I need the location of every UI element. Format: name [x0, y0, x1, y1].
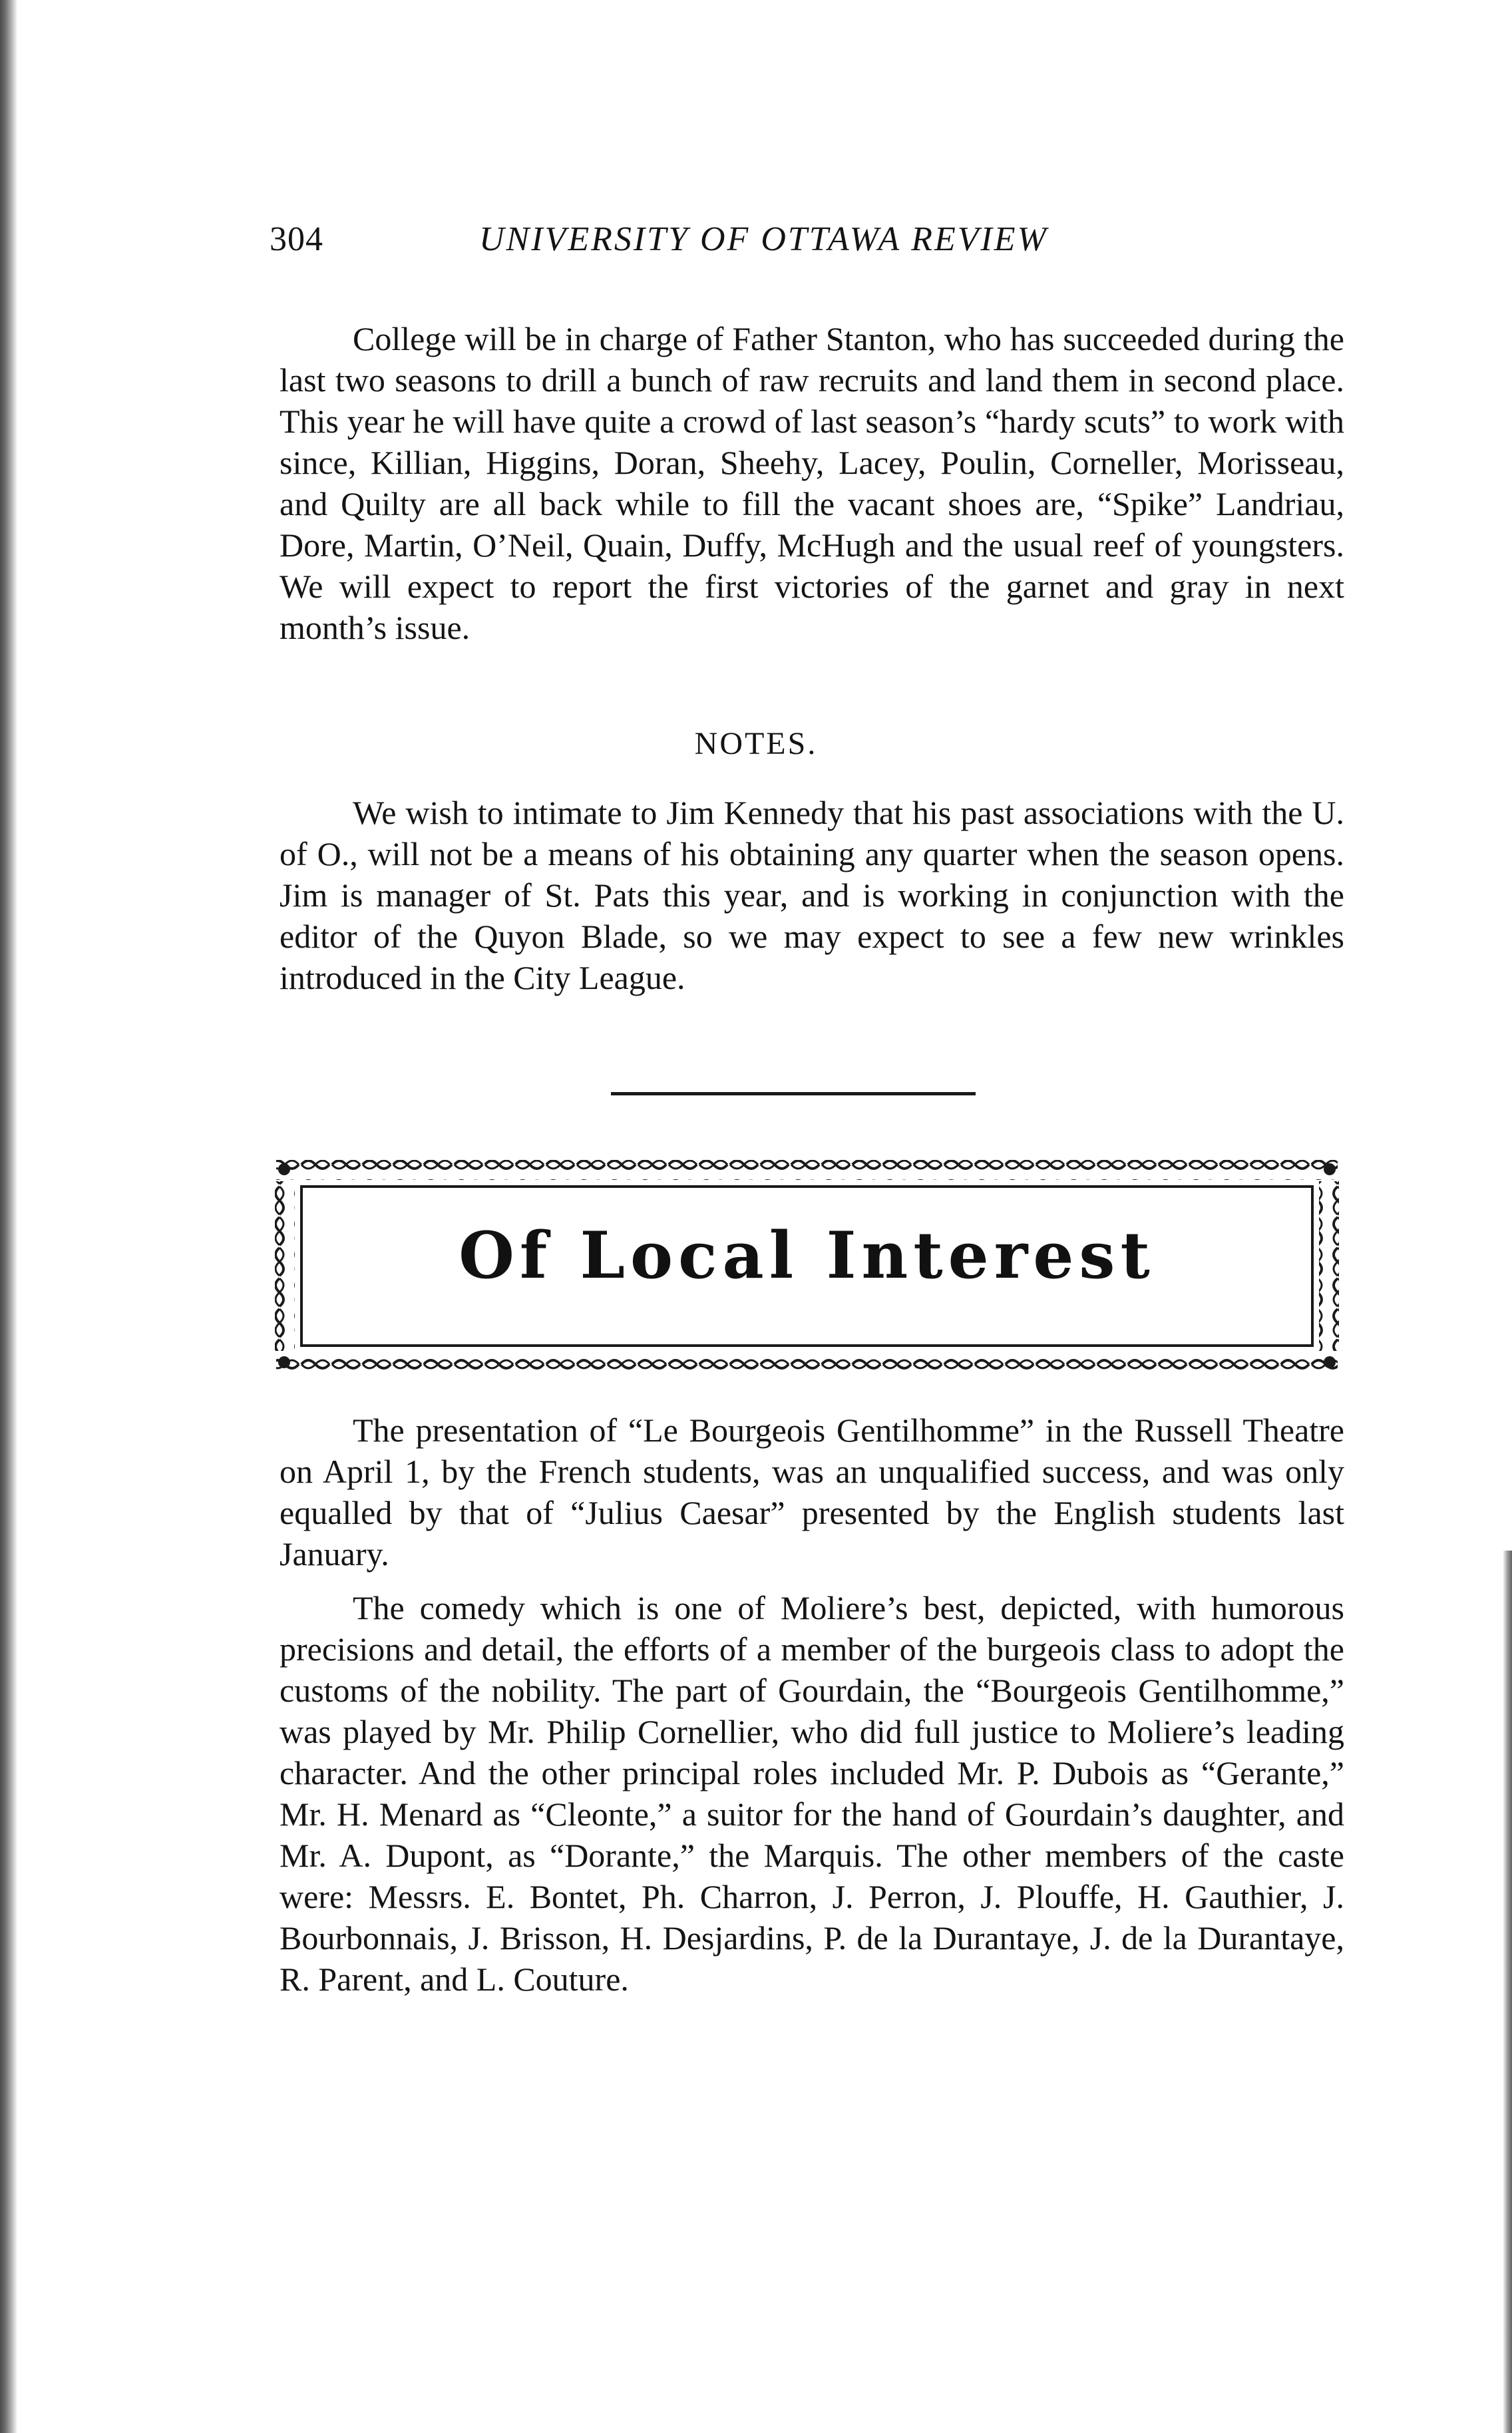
paragraph-text: We wish to intimate to Jim Kennedy that his past associations with the U. of O., will not be a means of his obtaining any quarter when the season opens. Jim is manager of St. Pats this year, and is working in conjunction with the editor of the Quyon Blade, so we may expect to see a few new wrinkles introduced in the City League. — [280, 794, 1344, 996]
paragraph-text: The comedy which is one of Moliere’s best, depicted, with humorous precisions and detail, the efforts of a member of the burgeois class to adopt the customs of the nobility. The part of Gourdain, the “Bourgeois Gentilhomme,” was played by Mr. Philip Cornellier, who did full justice to Moliere’s leading character. And the other principal roles included Mr. P. Dubois as “Gerante,” Mr. H. Menard as “Cleonte,” a suitor for the hand of Gourdain’s daughter, and Mr. A. Dupont, as “Dorante,” the Marquis. The other members of the caste were: Messrs. E. Bontet, Ph. Charron, J. Perron, J. Plouffe, H. Gauthier, J. Bourbonnais, J. Brisson, H. Desjardins, P. de la Durantaye, J. de la Durantaye, R. Parent, and L. Couture. — [280, 1589, 1344, 1998]
scan-binding-shadow-left — [0, 0, 17, 2433]
section-title: Of Local Interest — [459, 1218, 1155, 1293]
running-head — [270, 220, 1361, 273]
ornamental-title-frame — [270, 1155, 1344, 1378]
page-number: 304 — [270, 220, 323, 258]
paragraph-text: College will be in charge of Father Stanton, who has succeeded during the last two seasons to drill a bunch of raw recruits and land them in second place. This year he will have quite a crowd of last season’s “hardy scuts” to work with since, Killian, Higgins, Doran, Sheehy, Lacey, Poulin, Corneller, Morisseau, and Quilty are all back while to fill the vacant shoes are, “Spike” Landriau, Dore, Martin, O’Neil, Quain, Duffy, McHugh and the usual reef of youngsters. We will expect to report the first victories of the garnet and gray in next month’s issue. — [280, 320, 1344, 646]
paragraph-comedy — [280, 1587, 1344, 2000]
section-divider-rule — [611, 1092, 976, 1095]
paragraph-text: The presentation of “Le Bourgeois Gentilhomme” in the Russell Theatre on April 1, by the French students, was an unqualified success, and was only equalled by that of “Julius Caesar” presented by the English students last January. — [280, 1411, 1344, 1573]
paragraph-notes — [280, 792, 1344, 998]
paragraph-college-football — [280, 318, 1344, 648]
paragraph-presentation — [280, 1409, 1344, 1575]
scan-edge-shadow-right — [1503, 1551, 1512, 2433]
notes-heading: NOTES. — [694, 726, 818, 761]
journal-title: UNIVERSITY OF OTTAWA REVIEW — [479, 220, 1048, 258]
